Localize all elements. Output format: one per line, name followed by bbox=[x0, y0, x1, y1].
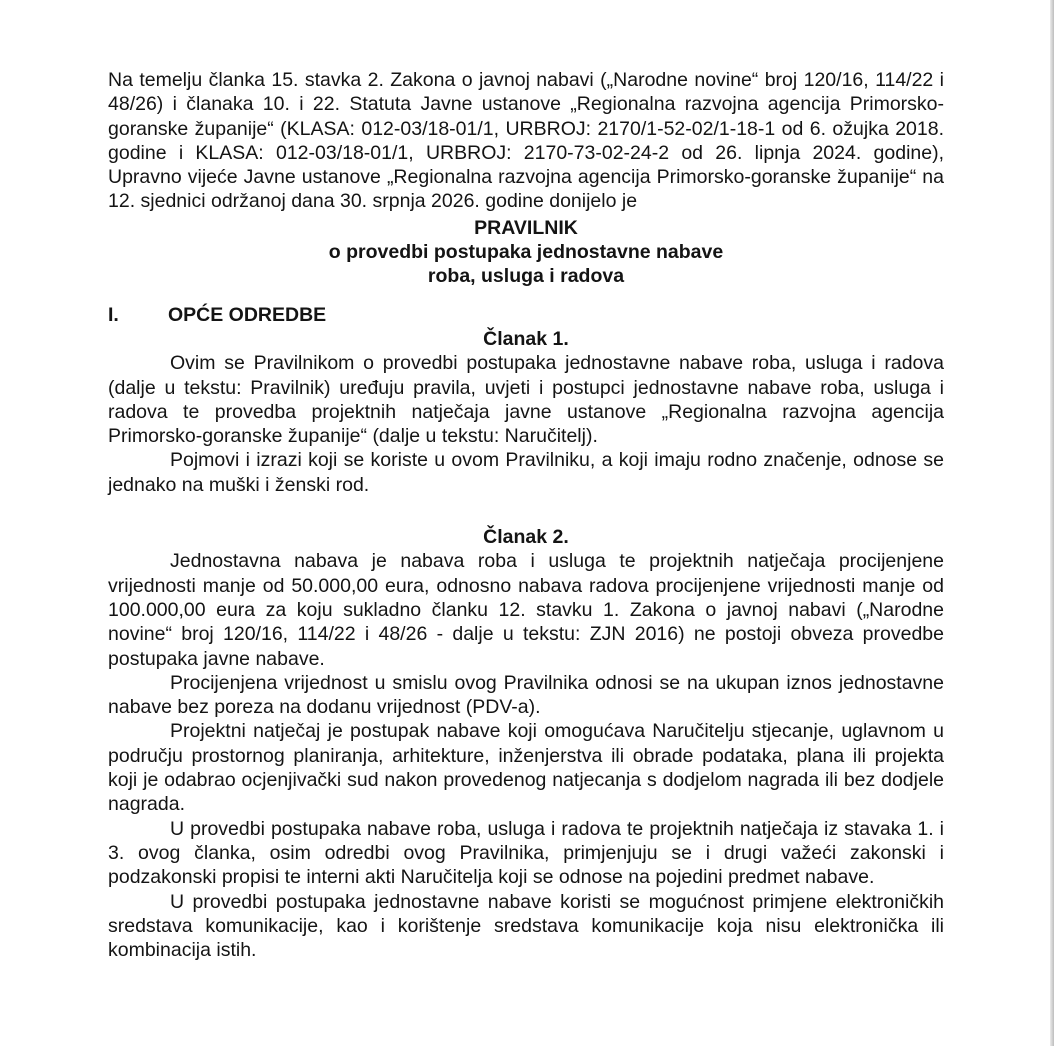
document-title bbox=[108, 216, 944, 289]
article-2-paragraph: Jednostavna nabava je nabava roba i usluga te projektnih natječaja procijenjene vrijednosti manje od 50.000,00 eura, odnosno nabava radova procijenjene vrijednosti manje od 100.000,00 eura za koju sukladno članku 12. stavku 1. Zakona o javnoj nabavi („Narodne novine“ broj 120/16, 114/22 i 48/26 - dalje u tekstu: ZJN 2016) ne postoji obveza provedbe postupaka javne nabave. bbox=[108, 550, 944, 670]
article-2-paragraph: Projektni natječaj je postupak nabave koji omogućava Naručitelju stjecanje, uglavnom u području prostornog planiranja, arhitekture, inženjerstva ili obrade podataka, plana ili projekta koji je odabrao ocjenjivački sud nakon provedenog natjecanja s dodjelom nagrada ili bez dodjele nagrada. bbox=[108, 720, 944, 816]
title-line-2: o provedbi postupaka jednostavne nabave bbox=[328, 241, 724, 264]
article-1-paragraph: Pojmovi i izrazi koji se koriste u ovom Pravilniku, a koji imaju rodno značenje, odnose se jednako na muški i ženski rod. bbox=[108, 449, 944, 496]
article-2-paragraph: U provedbi postupaka jednostavne nabave koristi se mogućnost primjene elektroničkih sredstava komunikacije, kao i korištenje sredstava komunikacije koja nisu elektronička ili kombinacija istih. bbox=[108, 890, 944, 962]
preamble-paragraph: Na temelju članka 15. stavka 2. Zakona o javnoj nabavi („Narodne novine“ broj 120/16, 114/22 i 48/26) i članaka 10. i 22. Statuta Javne ustanove „Regionalna razvojna agencija Primorsko-goranske županije“ (KLASA: 012-03/18-01/1, URBROJ: 2170/1-52-02/1-18-1 od 6. ožujka 2018. godine i KLASA: 012-03/18-01/1, URBROJ: 2170-73-02-24-2 od 26. lipnja 2024. godine), Upravno vijeće Javne ustanove „Regionalna razvojna agencija Primorsko-goranske županije“ na 12. sjednici održanoj dana 30. srpnja 2026. godine donijelo je bbox=[108, 69, 944, 213]
title-line-3: roba, usluga i radova bbox=[427, 265, 625, 288]
article-2-paragraph: U provedbi postupaka nabave roba, usluga i radova te projektnih natječaja iz stavaka 1. i 3. ovog članka, osim odredbi ovog Pravilnika, primjenjuju se i drugi važeći zakonski i podzakonski propisi te interni akti Naručitelja koji se odnose na pojedini predmet nabave. bbox=[108, 817, 944, 889]
scan-edge-shadow bbox=[1050, 0, 1054, 1046]
article-1-paragraph: Ovim se Pravilnikom o provedbi postupaka jednostavne nabave roba, usluga i radova (dalje u tekstu: Pravilnik) uređuju pravila, uvjeti i postupci jednostavne nabave roba, usluga i radova te provedba projektnih natječaja javne ustanove „Regionalna razvojna agencija Primorsko-goranske županije“ (dalje u tekstu: Naručitelj). bbox=[108, 352, 944, 448]
section-number: I. bbox=[108, 303, 119, 326]
article-2-paragraph: Procijenjena vrijednost u smislu ovog Pravilnika odnosi se na ukupan iznos jednostavne nabave bez poreza na dodanu vrijednost (PDV-a). bbox=[108, 671, 944, 719]
section-heading bbox=[108, 303, 944, 327]
article-2-heading: Članak 2. bbox=[483, 526, 569, 549]
section-title: OPĆE ODREDBE bbox=[168, 303, 327, 326]
article-1-heading: Članak 1. bbox=[483, 327, 569, 350]
title-line-1: PRAVILNIK bbox=[474, 216, 578, 239]
document-page bbox=[108, 68, 944, 962]
